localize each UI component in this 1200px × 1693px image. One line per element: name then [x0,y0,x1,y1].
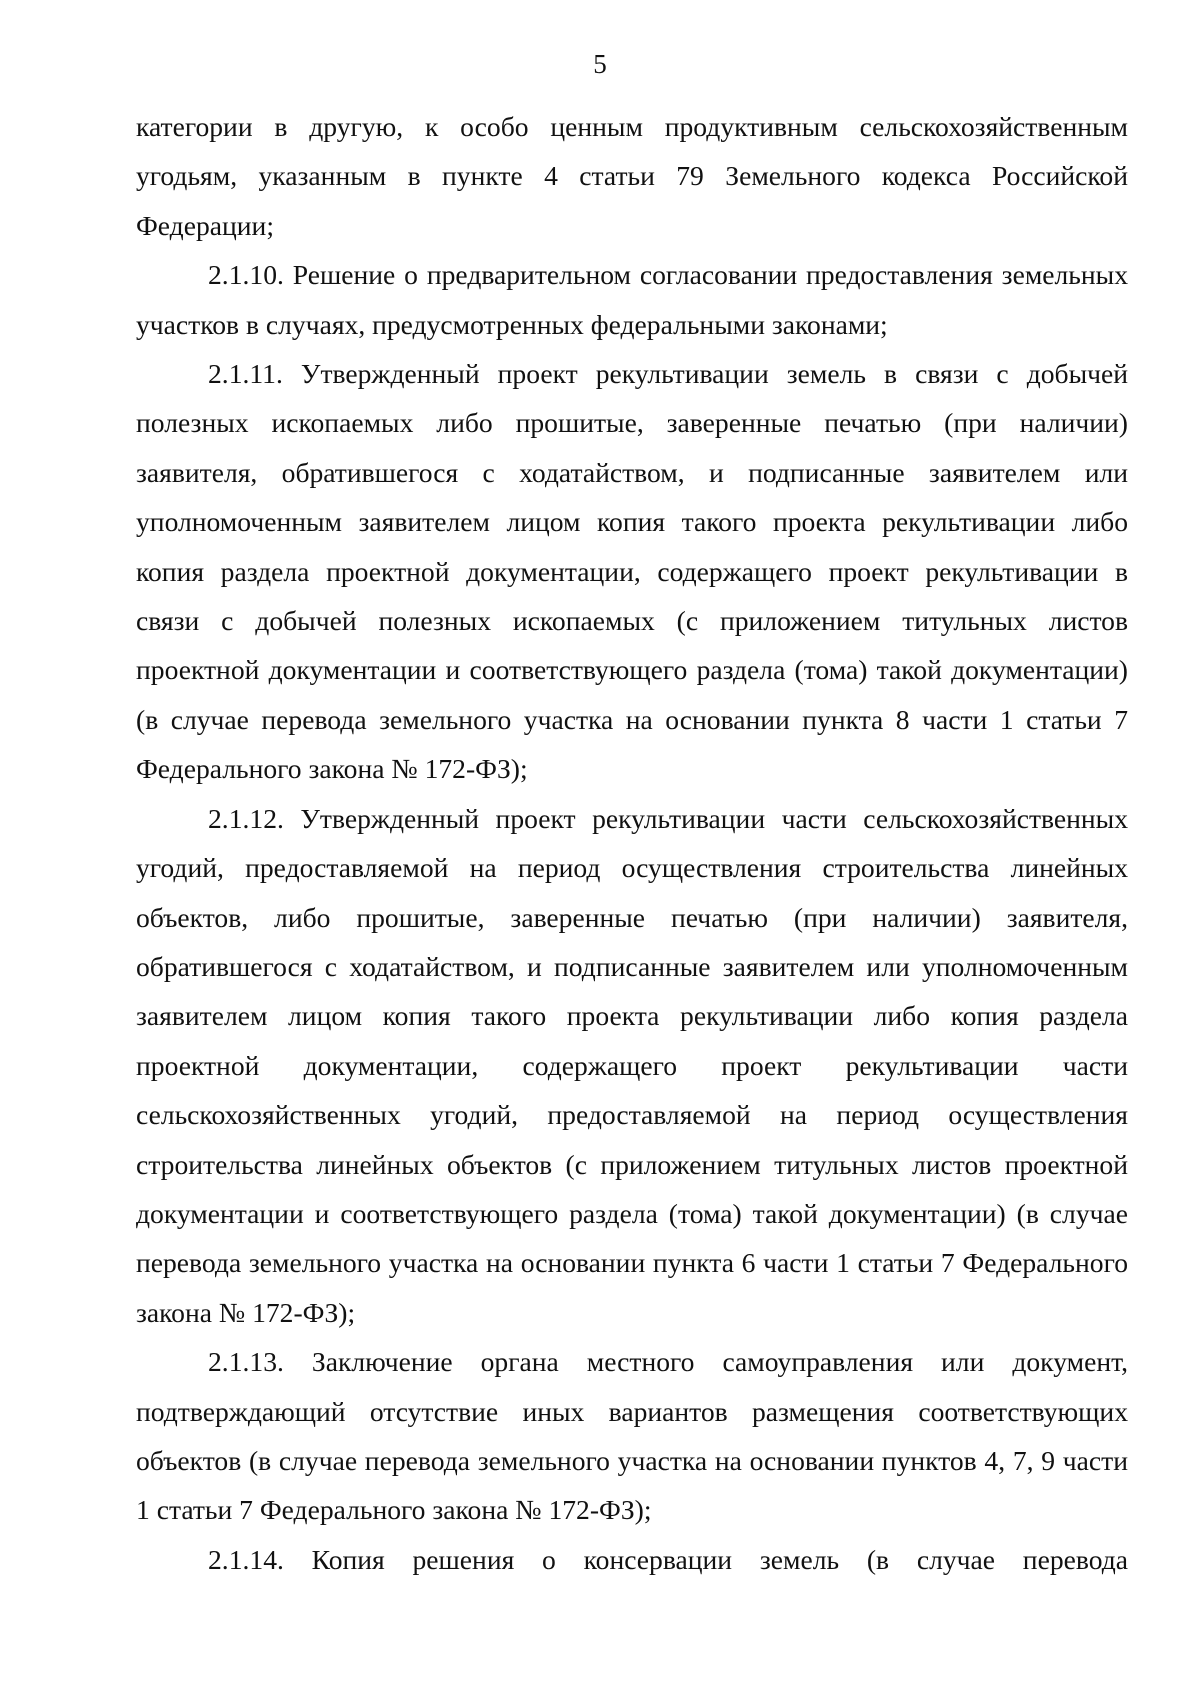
paragraph-2-1-13: 2.1.13. Заключение органа местного самоуправления или документ, подтверждающий отсутствие иных вариантов размещения соответствующих объектов (в случае перевода земельного участка на основании пунктов 4, 7, 9 части 1 статьи 7 Федерального закона № 172-ФЗ); [136,1346,1128,1526]
document-body [136,102,1128,1584]
paragraph-2-1-10: 2.1.10. Решение о предварительном согласовании предоставления земельных участков в случаях, предусмотренных федеральными законами; [136,259,1128,340]
paragraph-2-1-14: 2.1.14. Копия решения о консервации земель (в случае перевода [208,1543,1128,1575]
paragraph-continuation: категории в другую, к особо ценным продуктивным сельскохозяйственным угодьям, указанным в пункте 4 статьи 79 Земельного кодекса Российской Федерации; [136,111,1128,241]
page-number: 5 [593,49,607,79]
paragraph-2-1-11: 2.1.11. Утвержденный проект рекультивации земель в связи с добычей полезных ископаемых либо прошитые, заверенные печатью (при наличии) заявителя, обратившегося с ходатайством, и подписанные заявителем или уполномоченным заявителем лицом копия такого проекта рекультивации либо копия раздела проектной документации, содержащего проект рекультивации в связи с добычей полезных ископаемых (с приложением титульных листов проектной документации и соответствующего раздела (тома) такой документации) (в случае перевода земельного участка на основании пункта 8 части 1 статьи 7 Федерального закона № 172-ФЗ); [136,358,1128,785]
paragraph-2-1-12: 2.1.12. Утвержденный проект рекультивации части сельскохозяйственных угодий, предоставляемой на период осуществления строительства линейных объектов, либо прошитые, заверенные печатью (при наличии) заявителя, обратившегося с ходатайством, и подписанные заявителем или уполномоченным заявителем лицом копия такого проекта рекультивации либо копия раздела проектной документации, содержащего проект рекультивации части сельскохозяйственных угодий, предоставляемой на период осуществления строительства линейных объектов (с приложением титульных листов проектной документации и соответствующего раздела (тома) такой документации) (в случае перевода земельного участка на основании пункта 6 части 1 статьи 7 Федерального закона № 172-ФЗ); [136,802,1128,1328]
